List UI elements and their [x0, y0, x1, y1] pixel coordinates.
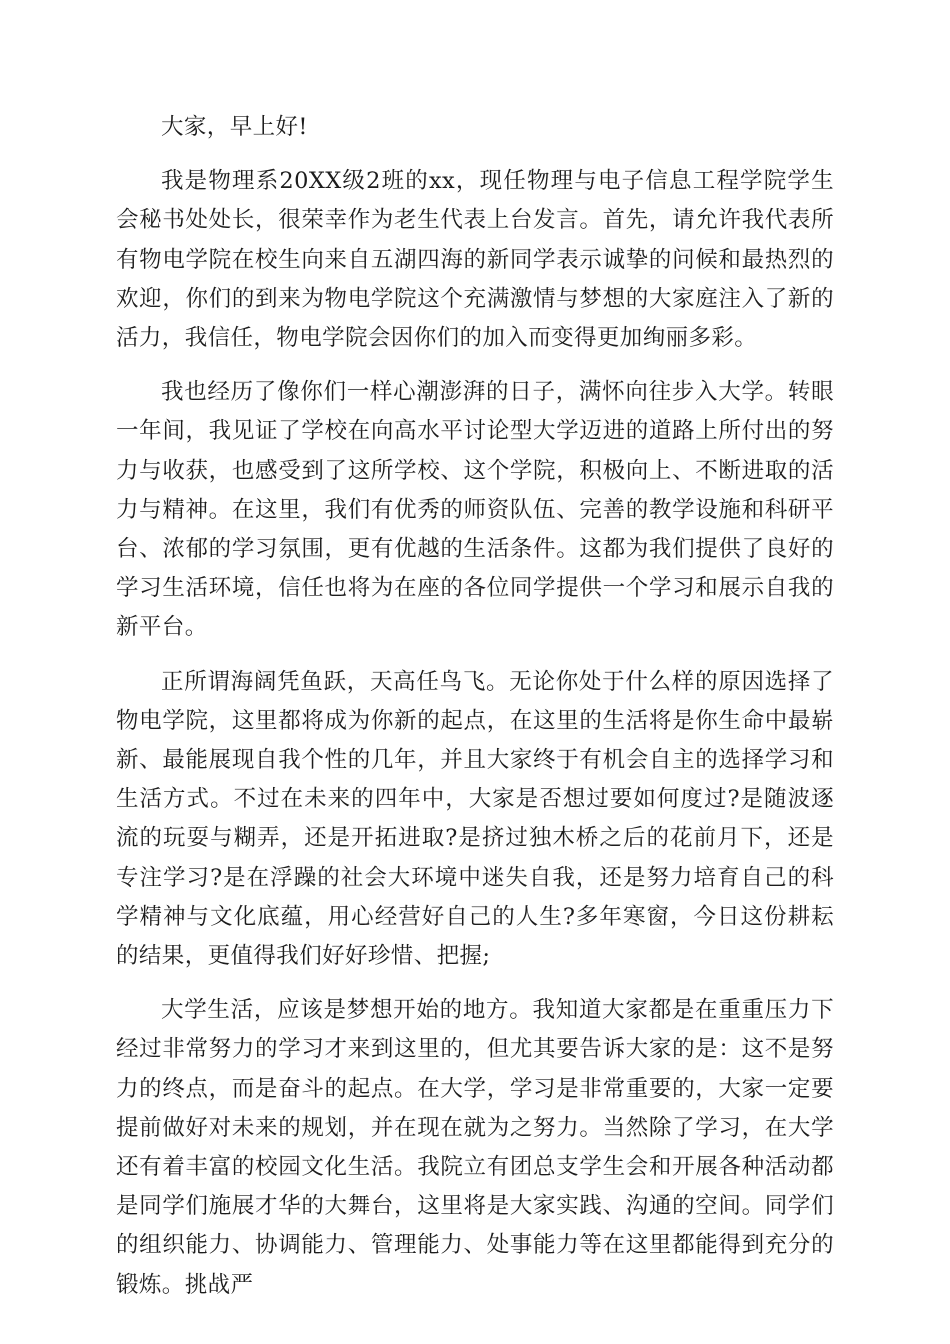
speech-body — [116, 108, 834, 1320]
paragraph-new-start: 正所谓海阔凭鱼跃，天高任鸟飞。无论你处于什么样的原因选择了物电学院，这里都将成为你新的起点，在这里的生活将是你生命中最崭新、最能展现自我个性的几年，并且大家终于有机会自主的选择学习和生活方式。不过在未来的四年中，大家是否想过要如何度过?是随波逐流的玩耍与糊弄，还是开拓进取?是挤过独木桥之后的花前月下，还是专注学习?是在浮躁的社会大环境中迷失自我，还是努力培育自己的科学精神与文化底蕴，用心经营好自己的人生?多年寒窗，今日这份耕耘的结果，更值得我们好好珍惜、把握; — [116, 668, 834, 970]
paragraph-university-life: 大学生活，应该是梦想开始的地方。我知道大家都是在重重压力下经过非常努力的学习才来到这里的，但尤其要告诉大家的是：这不是努力的终点，而是奋斗的起点。在大学，学习是非常重要的，大家一定要提前做好对未来的规划，并在现在就为之努力。当然除了学习，在大学还有着丰富的校园文化生活。我院立有团总支学生会和开展各种活动都是同学们施展才华的大舞台，这里将是大家实践、沟通的空间。同学们的组织能力、协调能力、管理能力、处事能力等在这里都能得到充分的锻炼。挑战严 — [116, 997, 834, 1298]
paragraph-introduction: 我是物理系20XX级2班的xx，现任物理与电子信息工程学院学生会秘书处处长，很荣幸作为老生代表上台发言。首先，请允许我代表所有物电学院在校生向来自五湖四海的新同学表示诚挚的问候和最热烈的欢迎，你们的到来为物电学院这个充满激情与梦想的大家庭注入了新的活力，我信任，物电学院会因你们的加入而变得更加绚丽多彩。 — [116, 168, 834, 352]
greeting-line: 大家，早上好! — [161, 114, 308, 140]
paragraph-experience: 我也经历了像你们一样心潮澎湃的日子，满怀向往步入大学。转眼一年间，我见证了学校在向高水平讨论型大学迈进的道路上所付出的努力与收获，也感受到了这所学校、这个学院，积极向上、不断进取的活力与精神。在这里，我们有优秀的师资队伍、完善的教学设施和科研平台、浓郁的学习氛围，更有优越的生活条件。这都为我们提供了良好的学习生活环境，信任也将为在座的各位同学提供一个学习和展示自我的新平台。 — [116, 379, 834, 641]
